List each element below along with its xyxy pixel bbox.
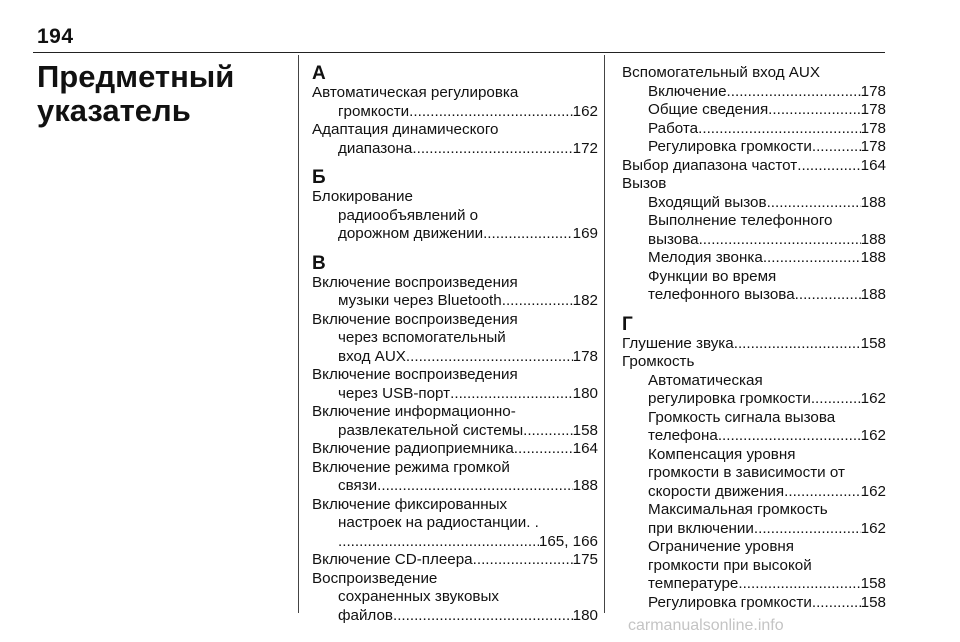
index-entry-page: 178	[860, 119, 886, 137]
index-heading-line: громкости при высокой	[648, 556, 812, 574]
index-entry-text: диапазона	[338, 139, 413, 157]
index-entry	[622, 335, 886, 354]
watermark: carmanualsonline.info	[628, 617, 784, 634]
index-heading-line: сохраненных звуковых	[338, 588, 499, 605]
index-entry-text: Включение радиоприемника	[312, 440, 514, 457]
index-heading-line: Адаптация динамического	[312, 121, 499, 138]
index-entry-text: Регулировка громкости	[648, 138, 812, 155]
index-entry-page: 158	[860, 575, 886, 592]
index-entry	[622, 157, 886, 176]
index-entry-text: скорости движения	[648, 482, 785, 500]
section-letter: А	[312, 63, 326, 84]
index-heading-line: Автоматическая	[648, 371, 763, 389]
dot-leader	[699, 231, 861, 250]
index-heading-line: Максимальная громкость	[648, 501, 828, 518]
index-entry	[312, 551, 598, 570]
dot-leader	[473, 551, 573, 570]
dot-leader	[754, 520, 861, 539]
index-entry-page: 178	[860, 82, 886, 100]
dot-leader	[763, 249, 861, 268]
index-entry-text: вызова	[648, 230, 699, 248]
index-entry-text: Регулировка громкости	[648, 593, 812, 611]
index-entry-page: 178	[860, 138, 886, 155]
index-heading-line: Компенсация уровня	[648, 445, 796, 463]
dot-leader	[812, 594, 861, 613]
dot-leader	[502, 292, 573, 311]
index-heading-line: Ограничение уровня	[648, 538, 795, 555]
index-entry	[312, 292, 598, 311]
index-entry	[622, 120, 886, 139]
index-heading-line: Воспроизведение	[312, 569, 438, 587]
index-entry-text: дорожном движении	[338, 225, 484, 242]
index-entry-page: 188	[860, 286, 886, 303]
index-entry-text: развлекательной системы	[338, 421, 524, 439]
index-entry-page: 158	[860, 334, 886, 352]
index-entry-page: 164	[860, 156, 886, 174]
index-entry-text: Работа	[648, 119, 699, 137]
index-heading-line: Громкость сигнала вызова	[648, 408, 836, 426]
dot-leader	[514, 440, 573, 459]
index-entry	[622, 101, 886, 120]
index-heading-line: радиообъявлений о	[338, 206, 479, 224]
index-title	[37, 60, 287, 128]
index-entry	[312, 348, 598, 367]
index-entry	[312, 533, 598, 552]
section-gap	[312, 244, 598, 254]
index-entry-text: музыки через Bluetooth	[338, 292, 502, 309]
index-entry-text: файлов	[338, 606, 393, 624]
section-letter: Б	[312, 167, 326, 188]
dot-leader	[784, 483, 861, 502]
index-entry-text: вход AUX	[338, 347, 406, 365]
index-entry	[312, 103, 598, 122]
dot-leader	[812, 138, 861, 157]
index-entry-text: регулировка громкости	[648, 390, 811, 407]
index-entry-page: 188	[860, 230, 886, 248]
index-entry-text: при включении	[648, 519, 754, 537]
index-heading-line: Включение воспроизведения	[312, 273, 518, 291]
index-heading-line: через вспомогательный	[338, 329, 506, 346]
index-entry-page: 162	[860, 427, 886, 444]
index-heading-line: громкости в зависимости от	[648, 464, 845, 481]
index-entry-text: Входящий вызов	[648, 193, 767, 211]
index-entry-page: 175	[572, 551, 598, 568]
index-title-line-2: указатель	[37, 93, 191, 128]
index-entry-text: Глушение звука	[622, 334, 734, 352]
section-gap	[312, 158, 598, 168]
index-heading-line: настроек на радиостанции. .	[338, 514, 539, 531]
index-entry	[622, 286, 886, 305]
index-entry-page: 188	[860, 193, 886, 211]
index-entry-page: 182	[572, 292, 598, 309]
index-entry	[622, 249, 886, 268]
dot-leader	[338, 533, 539, 552]
dot-leader	[797, 157, 860, 176]
dot-leader	[483, 225, 573, 244]
index-entry-text: Включение CD-плеера	[312, 551, 473, 568]
index-entry-page: 180	[572, 606, 598, 624]
index-entry-text: связи	[338, 477, 378, 494]
index-entry-page: 162	[860, 390, 886, 407]
index-entry	[622, 483, 886, 502]
index-entry-page: 172	[572, 139, 598, 157]
index-heading-line: Автоматическая регулировка	[312, 84, 519, 101]
column-divider-right	[604, 55, 605, 613]
index-entry	[622, 390, 886, 409]
index-entry	[622, 575, 886, 594]
index-entry	[312, 440, 598, 459]
index-entry-text: температуре	[648, 575, 739, 592]
dot-leader	[393, 607, 573, 626]
dot-leader	[718, 427, 861, 446]
index-entry-page: 178	[572, 347, 598, 365]
index-entry	[312, 225, 598, 244]
dot-leader	[811, 390, 861, 409]
index-entry-text: Выбор диапазона частот	[622, 156, 798, 174]
index-entry	[312, 385, 598, 404]
index-entry-page: 158	[860, 593, 886, 611]
section-gap	[622, 305, 886, 315]
index-entry-page: 164	[572, 440, 598, 457]
dot-leader	[406, 348, 573, 367]
index-entry-page: 162	[860, 519, 886, 537]
dot-leader	[523, 422, 573, 441]
index-heading-line: Включение фиксированных	[312, 495, 508, 513]
dot-leader	[795, 286, 861, 305]
index-entry-text: Общие сведения	[648, 101, 769, 118]
index-entry	[622, 520, 886, 539]
index-heading-line: Вспомогательный вход AUX	[622, 64, 821, 81]
index-entry-page: 188	[572, 477, 598, 494]
index-entry-page: 178	[860, 101, 886, 118]
index-heading-line: Вызов	[622, 175, 667, 192]
index-entry	[622, 231, 886, 250]
index-entry-text: Включение	[648, 82, 727, 100]
index-entry-page: 158	[572, 421, 598, 439]
index-entry-page: 169	[572, 225, 598, 242]
dot-leader	[377, 477, 572, 496]
index-column-2	[622, 64, 886, 612]
index-entry	[622, 194, 886, 213]
index-entry-page: 165, 166	[538, 532, 598, 550]
dot-leader	[409, 103, 572, 122]
section-letter: Г	[622, 313, 633, 335]
index-heading-line: Выполнение телефонного	[648, 212, 833, 229]
column-divider-left	[298, 55, 299, 613]
index-heading-line: Включение информационно-	[312, 403, 516, 420]
index-heading-line: Блокирование	[312, 188, 413, 205]
index-entry-page: 162	[860, 482, 886, 500]
index-heading-line: Включение режима громкой	[312, 458, 510, 476]
dot-leader	[450, 385, 573, 404]
index-entry	[622, 594, 886, 613]
index-entry-text: громкости	[338, 102, 410, 120]
dot-leader	[412, 140, 572, 159]
section-letter: В	[312, 252, 326, 274]
index-column-1	[312, 64, 598, 625]
dot-leader	[727, 83, 861, 102]
index-title-line-1: Предметный	[37, 59, 235, 94]
index-entry-page: 162	[572, 102, 598, 120]
dot-leader	[734, 335, 861, 354]
index-heading-line: Включение воспроизведения	[312, 366, 518, 383]
index-entry	[312, 477, 598, 496]
index-entry	[622, 83, 886, 102]
header-rule	[33, 52, 885, 53]
index-entry	[312, 422, 598, 441]
dot-leader	[738, 575, 860, 594]
index-entry	[312, 607, 598, 626]
index-heading-line: Включение воспроизведения	[312, 310, 518, 328]
page-number: 194	[37, 25, 74, 48]
index-entry-text: телефонного вызова	[648, 286, 795, 303]
index-entry-text: Мелодия звонка	[648, 249, 763, 266]
index-entry	[622, 427, 886, 446]
index-entry	[312, 140, 598, 159]
dot-leader	[698, 120, 861, 139]
index-heading-line: Громкость	[622, 353, 695, 370]
dot-leader	[768, 101, 860, 120]
dot-leader	[767, 194, 861, 213]
index-heading-line: Функции во время	[648, 267, 777, 285]
index-entry-page: 188	[860, 249, 886, 266]
index-entry-text: телефона	[648, 427, 718, 444]
index-entry-text: через USB-порт	[338, 384, 451, 402]
index-entry-page: 180	[572, 384, 598, 402]
index-entry	[622, 138, 886, 157]
